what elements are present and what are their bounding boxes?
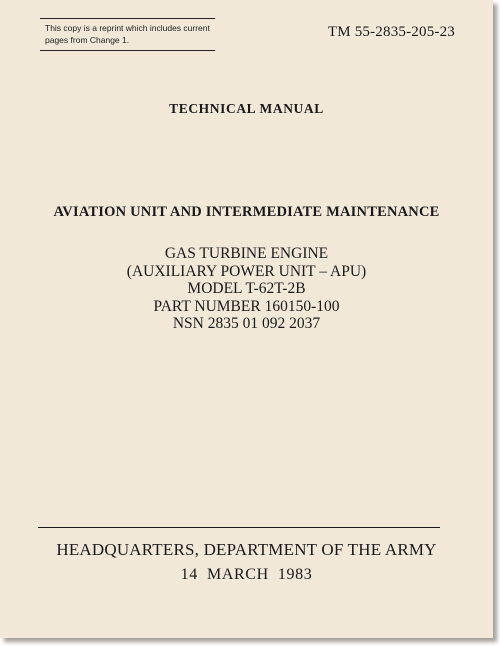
- maintenance-level-title: AVIATION UNIT AND INTERMEDIATE MAINTENANCE: [53, 204, 440, 220]
- subject-line-nsn: NSN 2835 01 092 2037: [172, 315, 321, 332]
- equipment-description: [0, 245, 493, 333]
- publication-date: 14 MARCH 1983: [180, 566, 313, 583]
- divider-rule: [38, 527, 440, 528]
- subject-line-engine: GAS TURBINE ENGINE: [164, 245, 329, 262]
- reprint-notice: This copy is a reprint which includes current pages from Change 1.: [40, 18, 215, 51]
- subject-line-model: MODEL T-62T-2B: [187, 280, 306, 297]
- tm-number: TM 55-2835-205-23: [327, 24, 455, 40]
- subject-line-apu: (AUXILIARY POWER UNIT – APU): [126, 262, 367, 280]
- headquarters-line: HEADQUARTERS, DEPARTMENT OF THE ARMY: [56, 540, 437, 559]
- manual-type-heading: TECHNICAL MANUAL: [169, 101, 324, 116]
- subject-line-part-number: PART NUMBER 160150-100: [153, 297, 340, 315]
